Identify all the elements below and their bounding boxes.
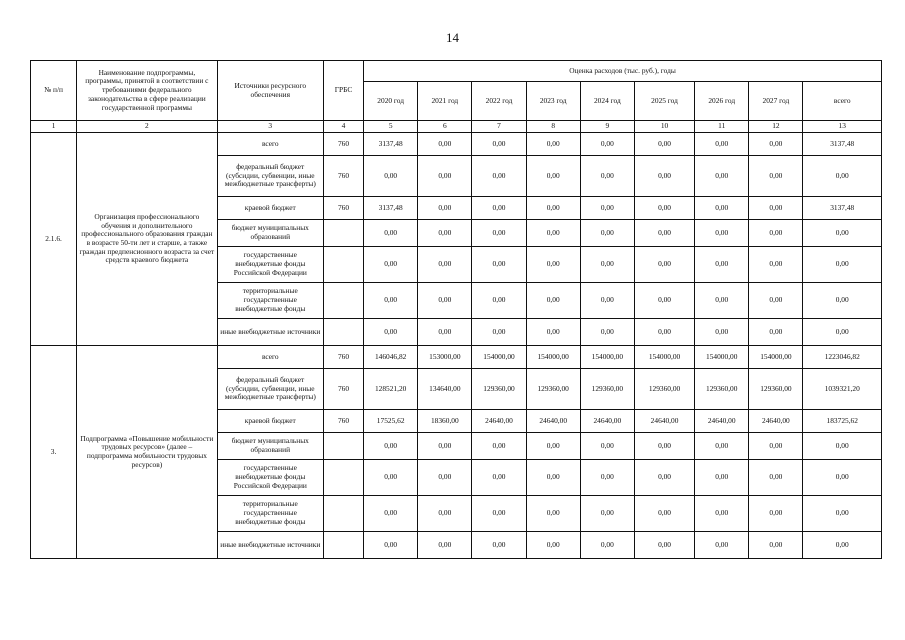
grbs-code <box>323 247 363 283</box>
expense-value: 129360,00 <box>472 369 526 410</box>
header-year: 2024 год <box>580 82 634 121</box>
expense-value: 0,00 <box>803 319 882 346</box>
expense-value: 24640,00 <box>634 410 694 433</box>
expense-value: 153000,00 <box>418 346 472 369</box>
column-number: 4 <box>323 121 363 133</box>
expense-value: 0,00 <box>695 220 749 247</box>
expense-value: 0,00 <box>803 460 882 496</box>
column-number: 3 <box>217 121 323 133</box>
column-number: 10 <box>634 121 694 133</box>
expense-value: 0,00 <box>580 319 634 346</box>
expense-value: 0,00 <box>526 220 580 247</box>
column-number: 13 <box>803 121 882 133</box>
expense-value: 0,00 <box>364 319 418 346</box>
expense-value: 154000,00 <box>526 346 580 369</box>
funding-source: государственные внебюджетные фонды Российской Федерации <box>217 247 323 283</box>
expense-value: 0,00 <box>364 460 418 496</box>
expense-value: 0,00 <box>580 247 634 283</box>
expense-value: 0,00 <box>472 220 526 247</box>
grbs-code <box>323 283 363 319</box>
expense-value: 0,00 <box>418 532 472 559</box>
expense-value: 0,00 <box>580 496 634 532</box>
expense-value: 1223046,82 <box>803 346 882 369</box>
expense-value: 0,00 <box>364 283 418 319</box>
expense-value: 0,00 <box>472 496 526 532</box>
expense-value: 0,00 <box>695 460 749 496</box>
expense-value: 0,00 <box>749 220 803 247</box>
header-no: № п/п <box>31 61 77 121</box>
expense-value: 0,00 <box>472 283 526 319</box>
column-number: 12 <box>749 121 803 133</box>
expense-value: 0,00 <box>695 496 749 532</box>
expense-value: 0,00 <box>634 433 694 460</box>
expense-value: 3137,48 <box>364 197 418 220</box>
grbs-code <box>323 496 363 532</box>
expense-value: 0,00 <box>418 496 472 532</box>
grbs-code <box>323 532 363 559</box>
column-number: 2 <box>77 121 217 133</box>
funding-source: всего <box>217 133 323 156</box>
expense-value: 1039321,20 <box>803 369 882 410</box>
expense-value: 0,00 <box>580 433 634 460</box>
expense-value: 0,00 <box>472 319 526 346</box>
funding-source: территориальные государственные внебюджетные фонды <box>217 496 323 532</box>
expense-value: 0,00 <box>418 133 472 156</box>
expense-value: 0,00 <box>695 433 749 460</box>
expense-value: 0,00 <box>749 197 803 220</box>
expense-value: 183725,62 <box>803 410 882 433</box>
expense-value: 0,00 <box>364 496 418 532</box>
expense-value: 0,00 <box>634 197 694 220</box>
grbs-code: 760 <box>323 369 363 410</box>
expense-value: 0,00 <box>472 197 526 220</box>
expense-value: 0,00 <box>634 220 694 247</box>
header-year: 2021 год <box>418 82 472 121</box>
expense-value: 0,00 <box>472 156 526 197</box>
expense-value: 0,00 <box>364 220 418 247</box>
page-number: 14 <box>446 30 459 45</box>
expense-value: 0,00 <box>364 532 418 559</box>
table-row <box>31 346 882 369</box>
expense-value: 0,00 <box>634 532 694 559</box>
expense-value: 0,00 <box>580 133 634 156</box>
expense-value: 0,00 <box>526 156 580 197</box>
expense-value: 0,00 <box>364 433 418 460</box>
expense-value: 0,00 <box>526 532 580 559</box>
header-year: 2026 год <box>695 82 749 121</box>
funding-source: федеральный бюджет (субсидии, субвенции, иные межбюджетные трансферты) <box>217 156 323 197</box>
expense-value: 0,00 <box>695 247 749 283</box>
expense-value: 0,00 <box>695 532 749 559</box>
column-number: 7 <box>472 121 526 133</box>
funding-source: государственные внебюджетные фонды Российской Федерации <box>217 460 323 496</box>
funding-source: иные внебюджетные источники <box>217 532 323 559</box>
expense-value: 0,00 <box>695 133 749 156</box>
expense-value: 0,00 <box>749 133 803 156</box>
expense-value: 0,00 <box>634 283 694 319</box>
grbs-code: 760 <box>323 133 363 156</box>
column-number: 5 <box>364 121 418 133</box>
expense-value: 0,00 <box>749 496 803 532</box>
budget-table <box>30 60 882 559</box>
expense-value: 0,00 <box>526 283 580 319</box>
expense-value: 0,00 <box>472 460 526 496</box>
grbs-code: 760 <box>323 156 363 197</box>
column-number: 6 <box>418 121 472 133</box>
expense-value: 0,00 <box>472 247 526 283</box>
item-title: Подпрограмма «Повышение мобильности трудовых ресурсов» (далее – подпрограмма мобильности трудовых ресурсов) <box>77 346 217 559</box>
expense-value: 24640,00 <box>749 410 803 433</box>
expense-value: 0,00 <box>749 532 803 559</box>
expense-value: 0,00 <box>634 496 694 532</box>
expense-value: 0,00 <box>695 283 749 319</box>
column-number: 9 <box>580 121 634 133</box>
expense-value: 0,00 <box>749 247 803 283</box>
expense-value: 0,00 <box>695 319 749 346</box>
expense-value: 0,00 <box>580 220 634 247</box>
expense-value: 0,00 <box>526 247 580 283</box>
expense-value: 0,00 <box>749 460 803 496</box>
header-grbs: ГРБС <box>323 61 363 121</box>
column-number: 11 <box>695 121 749 133</box>
expense-value: 0,00 <box>526 496 580 532</box>
funding-source: бюджет муниципальных образований <box>217 220 323 247</box>
expense-value: 0,00 <box>749 283 803 319</box>
expense-value: 0,00 <box>418 319 472 346</box>
item-code: 3. <box>31 346 77 559</box>
expense-value: 154000,00 <box>695 346 749 369</box>
column-number: 8 <box>526 121 580 133</box>
funding-source: всего <box>217 346 323 369</box>
expense-value: 0,00 <box>749 156 803 197</box>
expense-value: 128521,20 <box>364 369 418 410</box>
header-row-top <box>31 61 882 82</box>
header-name: Наименование подпрограммы, программы, принятой в соответствии с требованиями федерального законодательства в сфере реализации государственной программы <box>77 61 217 121</box>
expense-value: 129360,00 <box>695 369 749 410</box>
expense-value: 129360,00 <box>634 369 694 410</box>
expense-value: 0,00 <box>580 283 634 319</box>
expense-value: 154000,00 <box>580 346 634 369</box>
expense-value: 0,00 <box>526 133 580 156</box>
expense-value: 0,00 <box>472 433 526 460</box>
expense-value: 24640,00 <box>695 410 749 433</box>
expense-value: 0,00 <box>749 433 803 460</box>
expense-value: 18360,00 <box>418 410 472 433</box>
expense-value: 0,00 <box>472 133 526 156</box>
funding-source: федеральный бюджет (субсидии, субвенции, иные межбюджетные трансферты) <box>217 369 323 410</box>
expense-value: 0,00 <box>803 156 882 197</box>
expense-value: 0,00 <box>418 247 472 283</box>
expense-value: 0,00 <box>695 197 749 220</box>
grbs-code <box>323 433 363 460</box>
expense-value: 0,00 <box>526 319 580 346</box>
expense-value: 0,00 <box>418 156 472 197</box>
header-year: всего <box>803 82 882 121</box>
expense-value: 0,00 <box>418 197 472 220</box>
expense-value: 0,00 <box>418 220 472 247</box>
expense-value: 0,00 <box>418 283 472 319</box>
expense-value: 3137,48 <box>803 133 882 156</box>
funding-source: бюджет муниципальных образований <box>217 433 323 460</box>
expense-value: 0,00 <box>364 247 418 283</box>
expense-value: 0,00 <box>803 220 882 247</box>
header-year: 2025 год <box>634 82 694 121</box>
grbs-code <box>323 460 363 496</box>
funding-source: краевой бюджет <box>217 410 323 433</box>
expense-value: 0,00 <box>634 133 694 156</box>
header-year: 2027 год <box>749 82 803 121</box>
expense-value: 0,00 <box>803 433 882 460</box>
expense-value: 24640,00 <box>580 410 634 433</box>
expense-value: 154000,00 <box>472 346 526 369</box>
expense-value: 17525,62 <box>364 410 418 433</box>
expense-value: 3137,48 <box>803 197 882 220</box>
grbs-code <box>323 220 363 247</box>
expense-value: 0,00 <box>634 156 694 197</box>
header-year: 2023 год <box>526 82 580 121</box>
column-number: 1 <box>31 121 77 133</box>
item-title: Организация профессионального обучения и дополнительного профессионального образования граждан в возрасте 50-ти лет и старше, а также граждан предпенсионного возраста за счет средств краевого бюджета <box>77 133 217 346</box>
funding-source: территориальные государственные внебюджетные фонды <box>217 283 323 319</box>
expense-value: 0,00 <box>634 319 694 346</box>
expense-value: 0,00 <box>803 496 882 532</box>
expense-value: 3137,48 <box>364 133 418 156</box>
expense-value: 0,00 <box>803 283 882 319</box>
expense-value: 0,00 <box>364 156 418 197</box>
expense-value: 0,00 <box>695 156 749 197</box>
expense-value: 129360,00 <box>580 369 634 410</box>
expense-value: 0,00 <box>580 197 634 220</box>
column-numbers-row <box>31 121 882 133</box>
expense-value: 0,00 <box>580 156 634 197</box>
grbs-code: 760 <box>323 197 363 220</box>
expense-value: 0,00 <box>418 460 472 496</box>
expense-value: 24640,00 <box>526 410 580 433</box>
expense-value: 0,00 <box>526 433 580 460</box>
expense-value: 0,00 <box>749 319 803 346</box>
expense-value: 0,00 <box>418 433 472 460</box>
funding-source: иные внебюджетные источники <box>217 319 323 346</box>
funding-source: краевой бюджет <box>217 197 323 220</box>
expense-value: 24640,00 <box>472 410 526 433</box>
grbs-code: 760 <box>323 410 363 433</box>
expense-value: 154000,00 <box>749 346 803 369</box>
expense-value: 134640,00 <box>418 369 472 410</box>
expense-value: 129360,00 <box>749 369 803 410</box>
expense-value: 129360,00 <box>526 369 580 410</box>
expense-value: 154000,00 <box>634 346 694 369</box>
item-code: 2.1.6. <box>31 133 77 346</box>
expense-value: 0,00 <box>472 532 526 559</box>
expense-value: 0,00 <box>803 247 882 283</box>
expense-value: 0,00 <box>580 532 634 559</box>
expense-value: 0,00 <box>526 460 580 496</box>
header-year: 2020 год <box>364 82 418 121</box>
expense-value: 0,00 <box>580 460 634 496</box>
expense-value: 146046,82 <box>364 346 418 369</box>
grbs-code <box>323 319 363 346</box>
expense-value: 0,00 <box>634 247 694 283</box>
header-sources: Источники ресурсного обеспечения <box>217 61 323 121</box>
header-estimate: Оценка расходов (тыс. руб.), годы <box>364 61 882 82</box>
table-row <box>31 133 882 156</box>
expense-value: 0,00 <box>526 197 580 220</box>
expense-value: 0,00 <box>803 532 882 559</box>
expense-value: 0,00 <box>634 460 694 496</box>
grbs-code: 760 <box>323 346 363 369</box>
header-year: 2022 год <box>472 82 526 121</box>
